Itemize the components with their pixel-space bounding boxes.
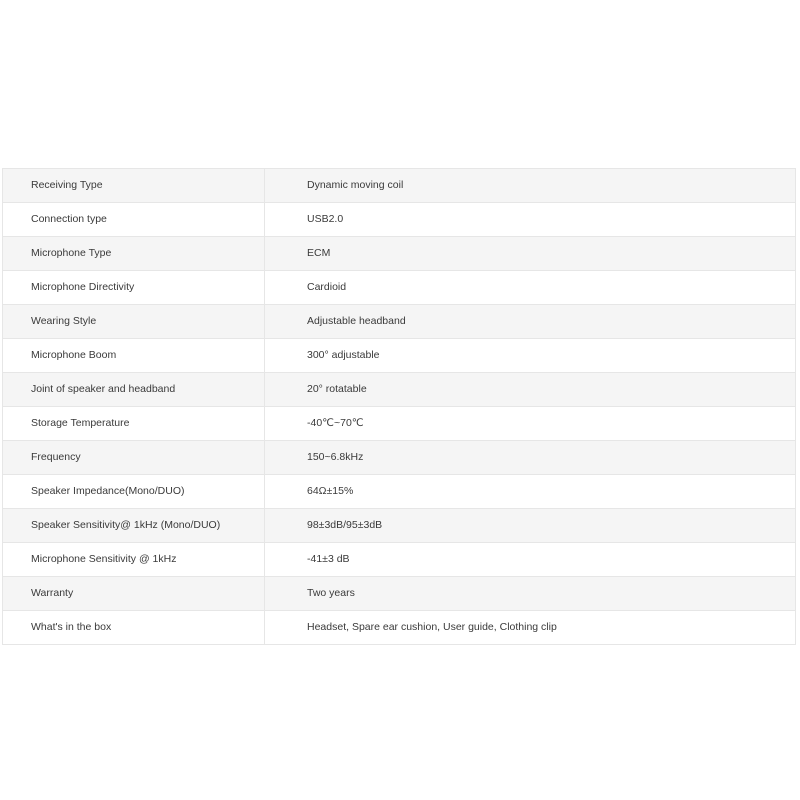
spec-row-wearing-style [3,305,796,339]
spec-value: 300° adjustable [265,339,796,373]
spec-label: Frequency [3,441,265,475]
spec-label: Connection type [3,203,265,237]
spec-label: Speaker Sensitivity@ 1kHz (Mono/DUO) [3,509,265,543]
spec-value: 98±3dB/95±3dB [265,509,796,543]
spec-label: Microphone Sensitivity @ 1kHz [3,543,265,577]
spec-table-body [3,169,796,645]
spec-label: Microphone Type [3,237,265,271]
spec-label: Microphone Boom [3,339,265,373]
spec-label: Wearing Style [3,305,265,339]
spec-value: -41±3 dB [265,543,796,577]
spec-row-frequency [3,441,796,475]
spec-value: ECM [265,237,796,271]
spec-value: Dynamic moving coil [265,169,796,203]
spec-value: USB2.0 [265,203,796,237]
spec-label: Joint of speaker and headband [3,373,265,407]
spec-value: 20° rotatable [265,373,796,407]
spec-row-microphone-sensitivity [3,543,796,577]
spec-label: Storage Temperature [3,407,265,441]
spec-row-microphone-type [3,237,796,271]
spec-label: Speaker Impedance(Mono/DUO) [3,475,265,509]
spec-label: Microphone Directivity [3,271,265,305]
spec-value: -40℃~70℃ [265,407,796,441]
spec-row-speaker-impedance [3,475,796,509]
spec-value: Cardioid [265,271,796,305]
spec-row-whats-in-the-box [3,611,796,645]
spec-value: 150~6.8kHz [265,441,796,475]
spec-label: What's in the box [3,611,265,645]
spec-value: Adjustable headband [265,305,796,339]
spec-row-storage-temperature [3,407,796,441]
spec-label: Warranty [3,577,265,611]
spec-label: Receiving Type [3,169,265,203]
spec-row-microphone-boom [3,339,796,373]
spec-row-receiving-type [3,169,796,203]
spec-row-microphone-directivity [3,271,796,305]
spec-row-joint [3,373,796,407]
spec-row-warranty [3,577,796,611]
spec-value: Two years [265,577,796,611]
spec-value: 64Ω±15% [265,475,796,509]
spec-row-speaker-sensitivity [3,509,796,543]
spec-table [2,168,796,645]
spec-row-connection-type [3,203,796,237]
spec-value: Headset, Spare ear cushion, User guide, Clothing clip [265,611,796,645]
